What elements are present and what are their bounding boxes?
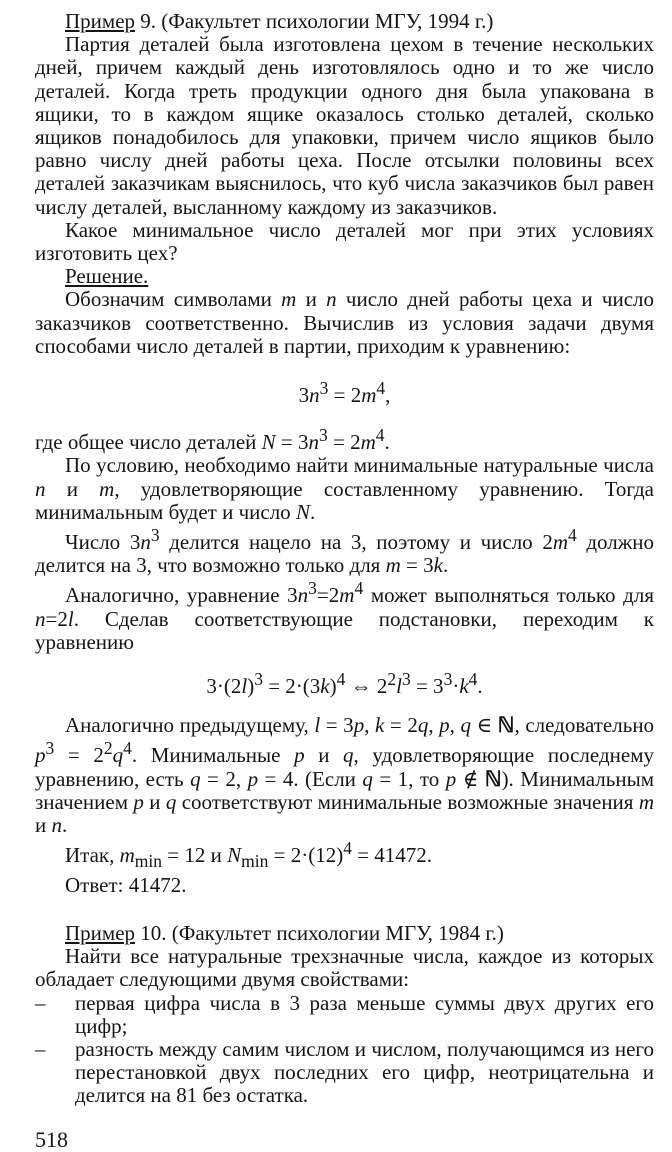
page-number: 518	[35, 1126, 68, 1152]
solution-summary: Итак, $m_{min} = 12$ и $N_{min} = 2\cdot(12)^4 = 41472$.	[65, 838, 433, 872]
list-item-text: разность между самим числом и числом, получающимся из него перестановкой двух последних его цифр, неотрицательна и делится на 81 без остатка.	[75, 1036, 654, 1108]
solution-paragraph-4: Число $3n^3$ делится нацело на 3, поэтому и число $2m^4$ должно делится на 3, что возможно только для m = 3k.	[35, 525, 655, 578]
equation-2: $3\cdot(2l)^3 = 2\cdot(3k)^4$ ⇔ $2^2l^3 = 3^3\cdot k^4$.	[206, 669, 483, 699]
problem-10-intro: Найти все натуральные трехзначные числа, каждое из которых обладает следующими двумя свойствами:	[35, 944, 654, 992]
list-dash: –	[35, 990, 46, 1015]
list-item-text: первая цифра числа в 3 раза меньше суммы двух других его цифр;	[75, 990, 654, 1038]
solution-paragraph-3: По условию, необходимо найти минимальные натуральные числа n и m, удовлетворяющие составленному уравнению. Тогда минимальным будет и число N.	[35, 453, 654, 524]
solution-label: Решение.	[65, 264, 149, 289]
solution-paragraph-6: Аналогично предыдущему, l = 3p, k = 2q, p, q ∈ ℕ, следовательно $p^3 = 2^2q^4$. Минимальные p и q, удовлетворяющие последнему уравнению, есть q = 2, p = 4. (Если q = 1, то p ∉ ℕ). Минимальным значением p и q соответствуют минимальные возможные значения m и n.	[35, 713, 655, 838]
list-item	[35, 992, 654, 1038]
problem-9-question: Какое минимальное число деталей мог при этих условиях изготовить цех?	[35, 217, 654, 266]
solution-paragraph-5: Аналогично, уравнение $3n^3=2m^4$ может выполняться только для n=2l. Сделав соответствующие подстановки, переходим к уравнению	[35, 578, 654, 654]
example-10-heading: Пример 10. (Факультет психологии МГУ, 1984 г.)	[65, 920, 504, 945]
answer-line: Ответ: 41472.	[65, 872, 187, 897]
list-item	[35, 1038, 654, 1108]
example-9-label: Пример	[65, 9, 136, 33]
solution-paragraph-2: где общее число деталей $N = 3n^3 = 2m^4$.	[35, 425, 390, 455]
example-10-label: Пример	[65, 920, 136, 945]
equation-1: $3n^3 = 2m^4$,	[298, 378, 391, 408]
problem-9-statement: Партия деталей была изготовлена цехом в течение нескольких дней, причем каждый день изготовлялось одно и то же число деталей. Когда треть продукции одного дня была упакована в ящики, то в каждом ящике оказалось столько деталей, сколько ящиков понадобилось для упаковки, причем число ящиков было равно числу дней работы цеха. После отсылки половины всех деталей заказчикам выяснилось, что куб числа заказчиков был равен числу деталей, высланному каждому из заказчиков.	[35, 32, 654, 219]
list-dash: –	[35, 1036, 46, 1061]
solution-paragraph-1: Обозначим символами m и n число дней работы цеха и число заказчиков соответственно. Вычислив из условия задачи двумя способами число деталей в партии, приходим к уравнению:	[35, 287, 654, 358]
example-9-heading: Пример 9. (Факультет психологии МГУ, 1994 г.)	[65, 9, 494, 33]
